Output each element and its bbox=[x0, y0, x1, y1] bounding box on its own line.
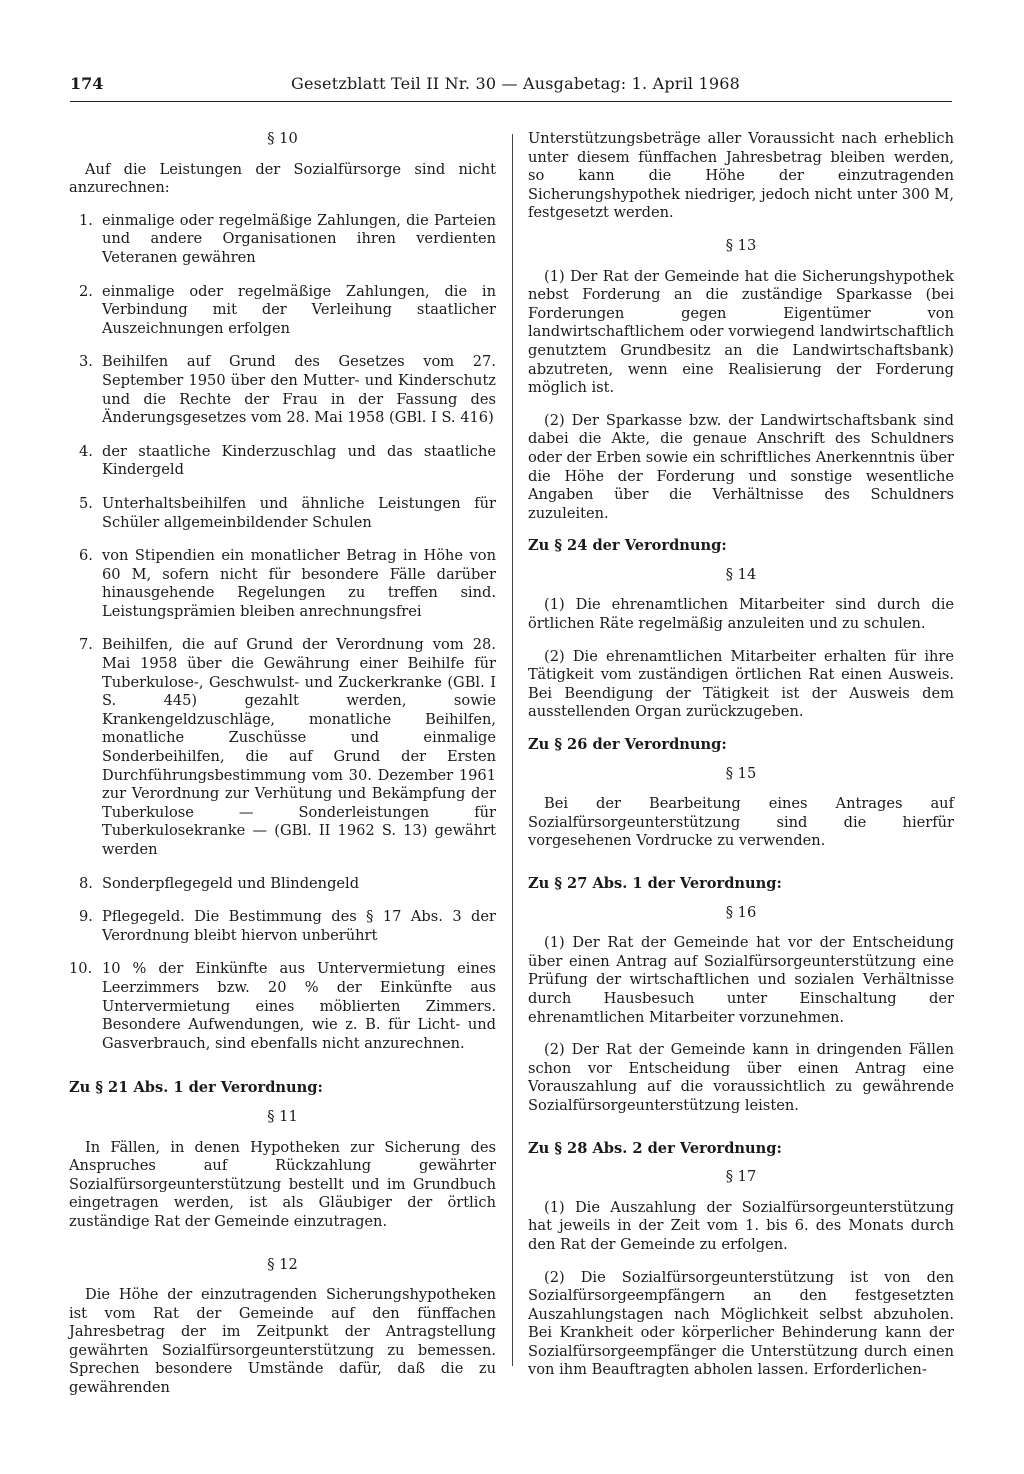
header-rule bbox=[70, 101, 952, 102]
column-divider bbox=[512, 134, 513, 1366]
section-13-paragraph-2: (2) Der Sparkasse bzw. der Landwirtschaftsbank sind dabei die Akte, die genaue Anschrift des Schuldners oder der Erben sowie ein schriftliches Anerkenntnis über die Höhe der Forderung und sonstige wesentliche Angaben über die Verhältnisse des Schuldners zuzuleiten. bbox=[528, 411, 954, 522]
section-16-paragraph-1: (1) Der Rat der Gemeinde hat vor der Entscheidung über einen Antrag auf Sozialfürsorgeunterstützung eine Prüfung der wirtschaftlichen und sozialen Verhältnisse durch Hausbesuch unter Einschaltung der ehrenamtlichen Mitarbeiter vorzunehmen. bbox=[528, 934, 954, 1026]
list-item: 3. Beihilfen auf Grund des Gesetzes vom 27. September 1950 über den Mutter- und Kinderschutz und die Rechte der Frau in der Fassung des Änderungsgesetzes vom 28. Mai 1958 (GBl. I S. 416) bbox=[79, 353, 496, 427]
list-item: 10. 10 % der Einkünfte aus Untervermietung eines Leerzimmers bzw. 20 % der Einkünfte aus Untervermietung eines möblierten Zimmers. Besondere Aufwendungen, wie z. B. für Licht- und Gasverbrauch, sind ebenfalls nicht anzurechnen. bbox=[69, 960, 496, 1052]
list-item: 7. Beihilfen, die auf Grund der Verordnung vom 28. Mai 1958 über die Gewährung einer Beihilfe für Tuberkulose-, Geschwulst- und Zuckerkranke (GBl. I S. 445) gezahlt werden, sowie Krankengeldzuschläge, monatliche Beihilfen, monatliche Zuschüsse und einmalige Sonderbeihilfen, die auf Grund der Ersten Durchführungsbestimmung vom 30. Dezember 1961 zur Verordnung zur Verhütung und Bekämpfung der Tuberkulose — Sonderleistungen für Tuberkulosekranke — (GBl. II 1962 S. 13) gewährt werden bbox=[79, 636, 496, 858]
reference-heading-28: Zu § 28 Abs. 2 der Verordnung: bbox=[528, 1139, 782, 1157]
list-item: 8. Sonderpflegegeld und Blindengeld bbox=[79, 874, 360, 892]
left-column bbox=[69, 130, 496, 1412]
section-heading-16: § 16 bbox=[725, 903, 757, 921]
section-10-intro: Auf die Leistungen der Sozialfürsorge sind nicht anzurechnen: bbox=[69, 160, 496, 197]
page-number: 174 bbox=[70, 74, 104, 93]
reference-heading-21: Zu § 21 Abs. 1 der Verordnung: bbox=[69, 1079, 323, 1097]
section-14-paragraph-2: (2) Die ehrenamtlichen Mitarbeiter erhalten für ihre Tätigkeit vom zuständigen örtlichen Rat einen Ausweis. Bei Beendigung der Tätigkeit ist der Ausweis dem ausstellenden Organ zurückzugeben. bbox=[528, 647, 954, 721]
section-heading-14: § 14 bbox=[725, 565, 757, 583]
section-14-paragraph-1: (1) Die ehrenamtlichen Mitarbeiter sind durch die örtlichen Räte regelmäßig anzuleiten und zu schulen. bbox=[528, 596, 954, 633]
reference-heading-27: Zu § 27 Abs. 1 der Verordnung: bbox=[528, 875, 782, 892]
section-heading-13: § 13 bbox=[725, 236, 757, 254]
reference-heading-24: Zu § 24 der Verordnung: bbox=[528, 537, 727, 555]
exclusion-list bbox=[69, 212, 496, 1054]
reference-heading-26: Zu § 26 der Verordnung: bbox=[528, 736, 727, 754]
right-column bbox=[528, 130, 954, 1394]
section-heading-15: § 15 bbox=[725, 764, 757, 782]
section-heading-10: § 10 bbox=[267, 130, 298, 147]
section-11-text: In Fällen, in denen Hypotheken zur Sicherung des Anspruches auf Rückzahlung gewährter Sozialfürsorgeunterstützung bestellt und im Grundbuch eingetragen werden, ist als Gläubiger der örtlich zuständige Rat der Gemeinde einzutragen. bbox=[69, 1138, 496, 1230]
section-15-text: Bei der Bearbeitung eines Antrages auf Sozialfürsorgeunterstützung sind die hierfür vorgesehenen Vordrucke zu verwenden. bbox=[528, 795, 954, 850]
list-item: 6. von Stipendien ein monatlicher Betrag in Höhe von 60 M, sofern nicht für besondere Fälle darüber hinausgehende Regelungen zu treffen sind. Leistungsprämien bleiben anrechnungsfrei bbox=[79, 547, 496, 620]
page-header bbox=[70, 74, 952, 104]
section-heading-17: § 17 bbox=[725, 1168, 757, 1186]
section-13-paragraph-1: (1) Der Rat der Gemeinde hat die Sicherungshypothek nebst Forderung an die zuständige Sparkasse (bei Forderungen gegen Eigentümer von landwirtschaftlichem oder vorwiegend landwirtschaftlich genutztem Grundbesitz an die Landwirtschaftsbank) abzutreten, wenn eine Realisierung der Forderung möglich ist. bbox=[528, 267, 954, 397]
section-12-text: Die Höhe der einzutragenden Sicherungshypotheken ist vom Rat der Gemeinde auf den fünffachen Jahresbetrag der im Zeitpunkt der Antragstellung gewährten Sozialfürsorgeunterstützung zu bemessen. Sprechen besondere Umstände dafür, daß die zu gewährenden bbox=[69, 1286, 496, 1397]
section-12-continuation: Unterstützungsbeträge aller Voraussicht nach erheblich unter diesem fünffachen Jahresbetrag bleiben werden, so kann die Höhe der einzutragenden Sicherungshypothek niedriger, jedoch nicht unter 300 M, festgesetzt werden. bbox=[528, 130, 954, 222]
list-item: 1. einmalige oder regelmäßige Zahlungen, die Parteien und andere Organisationen ihren verdienten Veteranen gewähren bbox=[79, 211, 496, 266]
section-heading-11: § 11 bbox=[267, 1107, 298, 1125]
section-17-paragraph-2: (2) Die Sozialfürsorgeunterstützung ist von den Sozialfürsorgeempfängern an den festgesetzten Auszahlungstagen nach Möglichkeit selbst abzuholen. Bei Krankheit oder körperlicher Behinderung kann der Sozialfürsorgeempfänger die Unterstützung durch einen von ihm Beauftragten abholen lassen. Erforderlichen- bbox=[528, 1268, 954, 1379]
section-16-paragraph-2: (2) Der Rat der Gemeinde kann in dringenden Fällen schon vor Entscheidung über einen Antrag eine Vorauszahlung auf die voraussichtlich zu gewährende Sozialfürsorgeunterstützung leisten. bbox=[528, 1041, 954, 1114]
list-item: 4. der staatliche Kinderzuschlag und das staatliche Kindergeld bbox=[79, 442, 496, 479]
section-17-paragraph-1: (1) Die Auszahlung der Sozialfürsorgeunterstützung hat jeweils in der Zeit vom 1. bis 6. des Monats durch den Rat der Gemeinde zu erfolgen. bbox=[528, 1198, 954, 1253]
list-item: 5. Unterhaltsbeihilfen und ähnliche Leistungen für Schüler allgemeinbildender Schulen bbox=[79, 494, 496, 531]
gazette-title: Gesetzblatt Teil II Nr. 30 — Ausgabetag: 1. April 1968 bbox=[291, 74, 741, 93]
list-item: 9. Pflegegeld. Die Bestimmung des § 17 Abs. 3 der Verordnung bleibt hiervon unberührt bbox=[79, 908, 496, 944]
section-heading-12: § 12 bbox=[267, 1255, 298, 1273]
list-item: 2. einmalige oder regelmäßige Zahlungen, die in Verbindung mit der Verleihung staatlicher Auszeichnungen erfolgen bbox=[79, 282, 496, 337]
